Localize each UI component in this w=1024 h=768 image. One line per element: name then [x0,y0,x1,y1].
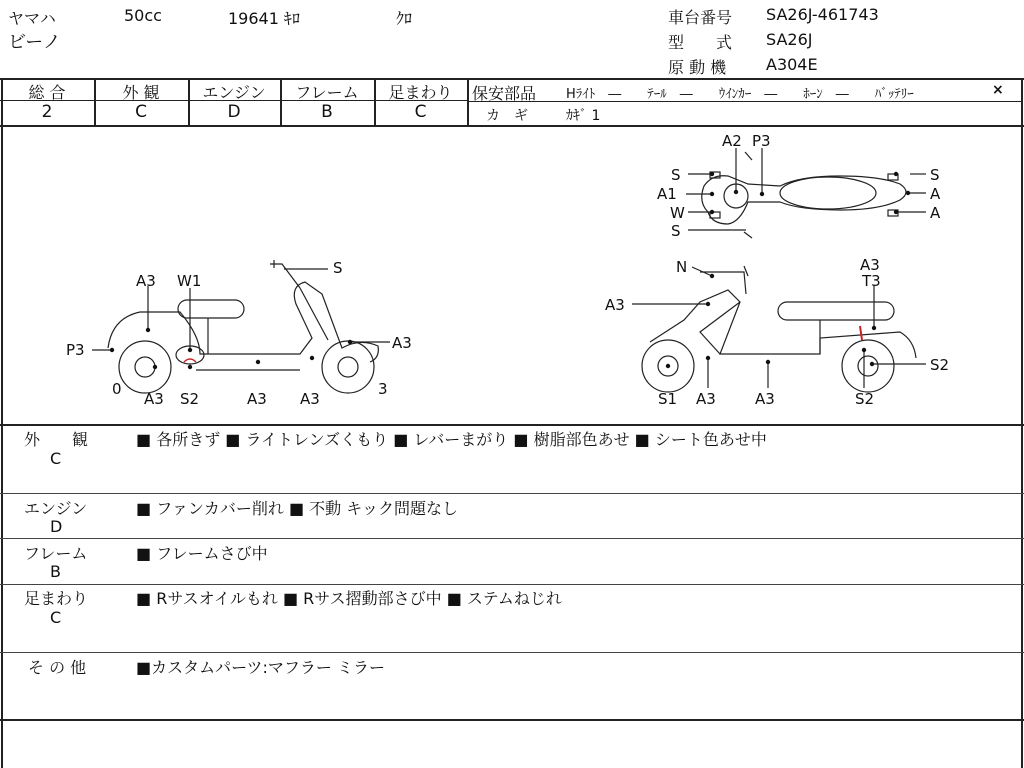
label-a3: A3 [755,390,775,408]
label-p3: P3 [66,341,85,359]
engine-section-label: エンジン [24,499,88,518]
engine-section-grade: D [50,517,63,536]
frame-comments: ■ フレームさび中 [136,544,268,563]
divider [0,652,1024,653]
suspension-grade: C [414,102,427,122]
engine-comments: ■ ファンカバー削れ ■ 不動 キック問題なし [136,499,458,518]
body-color: ｸﾛ [396,9,413,28]
engine-grade: D [227,102,241,122]
exterior-grade: C [135,102,147,122]
frame-section-grade: B [50,562,61,581]
battery-mark: × [992,82,1004,98]
displacement: 50cc [124,6,162,25]
label-a3: A3 [136,272,156,290]
key-label: カ ギ [486,108,528,124]
suspension-label: 足まわり [388,83,453,102]
maker: ヤマハ [8,9,56,28]
label-0: 0 [112,380,122,398]
engine-model-label: 原 動 機 [668,58,727,77]
frame-grade: B [321,102,333,122]
label-s2: S2 [930,356,950,374]
label-w: W [670,204,685,222]
divider [0,538,1024,539]
frame-label: フレーム [295,83,359,102]
label-a3: A3 [300,390,320,408]
suspension-section-grade: C [50,608,62,627]
frame-section-label: フレーム [24,544,88,563]
label-a3: A3 [392,334,412,352]
right-side-view [632,266,926,392]
engine-model-value: A304E [766,55,818,74]
label-s: S [930,166,940,184]
label-s: S [333,259,343,277]
suspension-comments: ■ Rサスオイルもれ ■ Rサス摺動部さび中 ■ ステムねじれ [136,589,562,608]
key-value: ｶｷﾞ 1 [566,108,601,124]
model-name: ビーノ [8,32,61,53]
damage-mark [860,326,862,340]
type-value: SA26J [766,30,813,49]
label-a3: A3 [860,256,880,274]
label-a3: A3 [247,390,267,408]
divider [467,78,469,126]
exterior-label: 外 観 [122,83,160,102]
label-n: N [676,258,688,276]
label-s2: S2 [180,390,200,408]
label-a: A [930,185,941,203]
exterior-section-label: 外 観 [24,430,89,449]
label-a: A [930,204,941,222]
mileage: 19641 ｷﾛ [228,9,300,28]
divider [0,424,1024,426]
label-p3: P3 [752,132,771,150]
other-section-label: そ の 他 [28,658,87,677]
other-comments: ■カスタムパーツ:マフラー ミラー [136,658,385,677]
engine-label: エンジン [202,83,266,102]
type-label: 型 式 [668,33,733,52]
overall-grade: 2 [41,102,53,122]
damage-mark [184,359,196,362]
exterior-comments: ■ 各所きず ■ ライトレンズくもり ■ レバーまがり ■ 樹脂部色あせ ■ シート色あせ中 [136,430,767,449]
divider [0,719,1024,721]
label-a1: A1 [657,185,677,203]
label-s: S [671,222,681,240]
divider [0,584,1024,585]
label-s2: S2 [855,390,875,408]
label-a3: A3 [696,390,716,408]
label-a2: A2 [722,132,742,150]
label-s1: S1 [658,390,678,408]
label-s: S [671,166,681,184]
top-view [686,148,926,238]
label-a3: A3 [605,296,625,314]
label-w1: W1 [177,272,202,290]
label-3: 3 [378,380,388,398]
suspension-section-label: 足まわり [24,589,89,608]
label-t3: T3 [862,272,881,290]
divider [0,493,1024,494]
chassis-value: SA26J-461743 [766,5,879,24]
overall-label: 総 合 [28,83,66,102]
safety-items: Hﾗｲﾄ ― ﾃｰﾙ ― ｳｲﾝｶｰ ― ﾎｰﾝ ― ﾊﾞｯﾃﾘｰ [566,87,914,102]
chassis-label: 車台番号 [668,8,733,27]
safety-label: 保安部品 [472,84,537,103]
exterior-section-grade: C [50,449,62,468]
label-a3: A3 [144,390,164,408]
damage-diagram [0,126,1024,424]
